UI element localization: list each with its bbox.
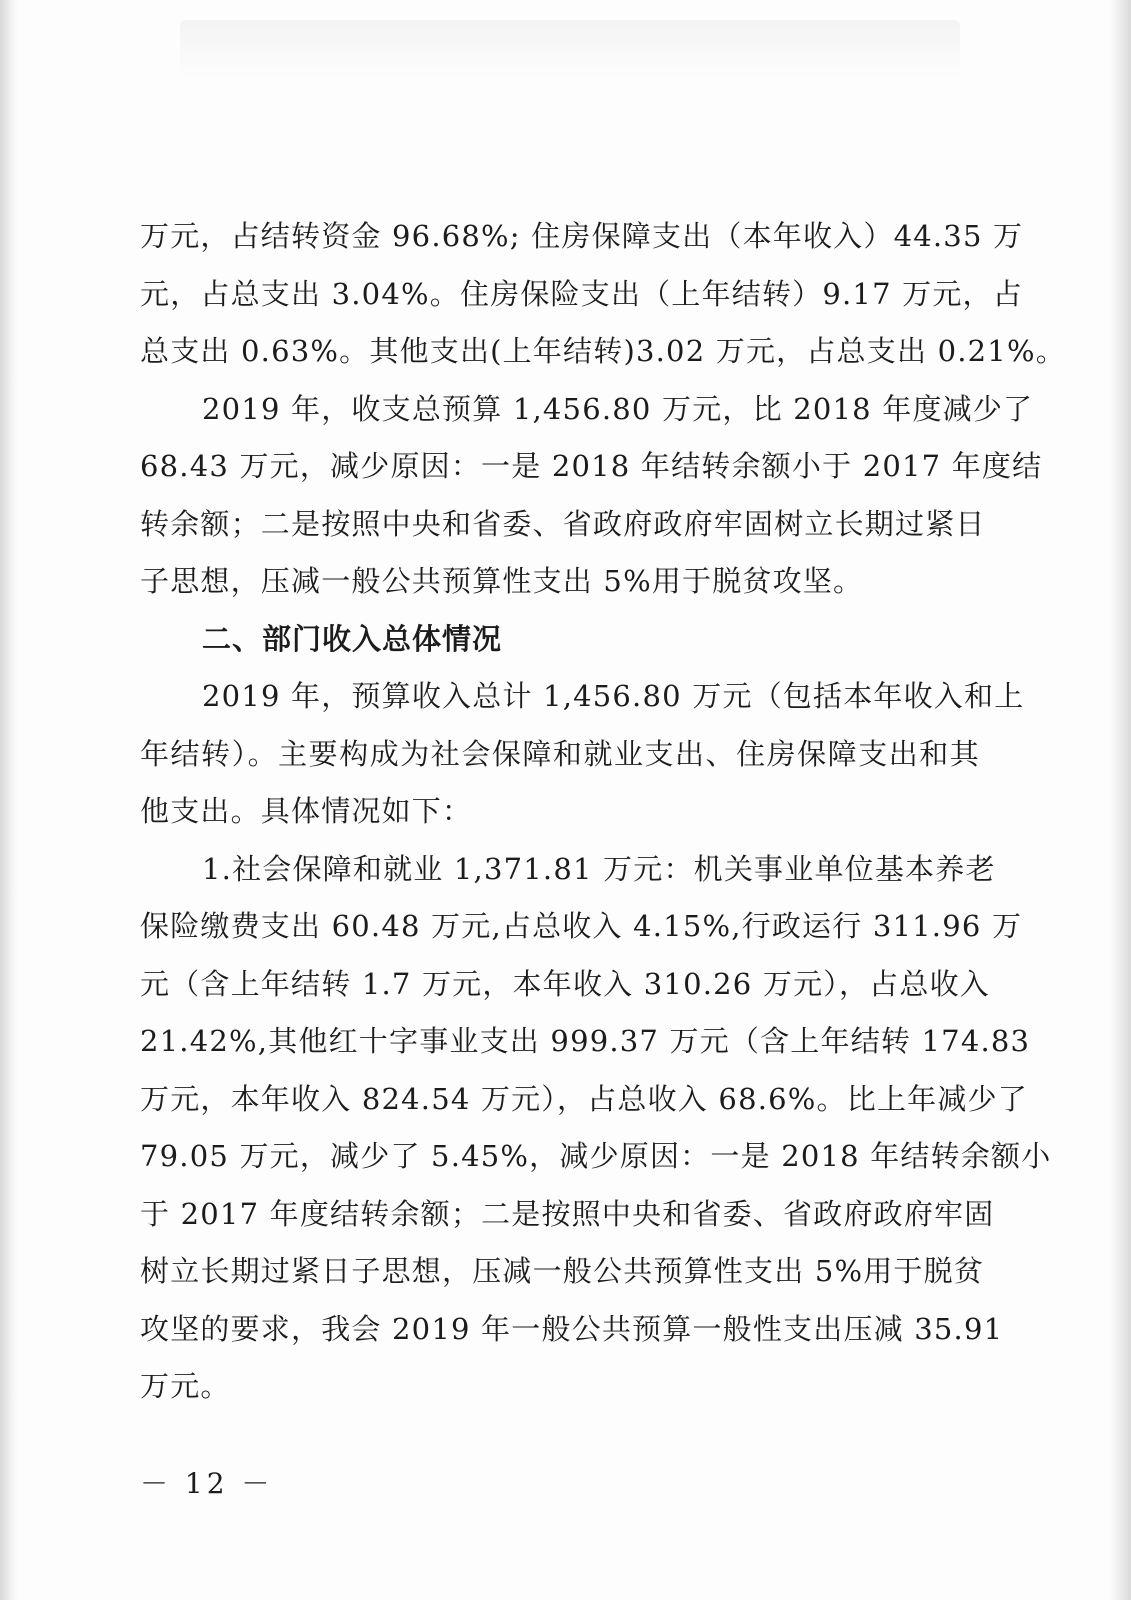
text-line: 万元。 [140, 1369, 231, 1403]
text-line: 于 2017 年度结转余额；二是按照中央和省委、省政府政府牢固 [140, 1196, 995, 1231]
text-line: 他支出。具体情况如下： [140, 794, 473, 828]
paragraph-item-1 [140, 841, 1052, 1416]
text-line: 元，占总支出 3.04%。住房保险支出（上年结转）9.17 万元，占 [140, 276, 1023, 311]
text-line: 2019 年，收支总预算 1,456.80 万元，比 2018 年度减少了 [202, 391, 1034, 426]
scan-edge-right [1109, 0, 1131, 1600]
text-line: 68.43 万元，减少原因：一是 2018 年结转余额小于 2017 年度结 [140, 449, 1043, 483]
text-line: 元（含上年结转 1.7 万元，本年收入 310.26 万元），占总收入 [140, 966, 990, 1001]
text-line: 保险缴费支出 60.48 万元,占总收入 4.15%,行政运行 311.96 万 [140, 909, 1023, 943]
section-heading: 二、部门收入总体情况 [202, 621, 503, 656]
paragraph-income-summary [140, 668, 1025, 841]
scan-bleed-through [180, 20, 960, 80]
text-line: 转余额；二是按照中央和省委、省政府政府牢固树立长期过紧日 [140, 506, 986, 541]
text-line: 万元，本年收入 824.54 万元），占总收入 68.6%。比上年减少了 [140, 1081, 1028, 1116]
paragraph-budget-2019 [140, 381, 1043, 611]
body-text [140, 208, 1066, 1416]
text-line: 攻坚的要求，我会 2019 年一般公共预算一般性支出压减 35.91 [140, 1311, 1004, 1346]
text-line: 21.42%,其他红十字事业支出 999.37 万元（含上年结转 174.83 [140, 1024, 1031, 1058]
paragraph-continuation [140, 208, 1066, 381]
text-line: 1.社会保障和就业 1,371.81 万元：机关事业单位基本养老 [202, 851, 996, 886]
text-line: 总支出 0.63%。其他支出(上年结转)3.02 万元，占总支出 0.21%。 [140, 334, 1066, 368]
text-line: 年结转）。主要构成为社会保障和就业支出、住房保障支出和其 [140, 736, 980, 771]
text-line: 树立长期过紧日子思想，压减一般公共预算性支出 5%用于脱贫 [140, 1254, 985, 1288]
scan-edge-left [0, 0, 18, 1600]
text-line: 2019 年，预算收入总计 1,456.80 万元（包括本年收入和上 [202, 679, 1025, 713]
text-line: 万元，占结转资金 96.68%; 住房保障支出（本年收入）44.35 万 [140, 219, 1024, 253]
page-number: － 12 － [140, 1467, 274, 1500]
text-line: 子思想，压减一般公共预算性支出 5%用于脱贫攻坚。 [140, 564, 864, 598]
text-line: 79.05 万元，减少了 5.45%，减少原因：一是 2018 年结转余额小 [140, 1139, 1052, 1173]
